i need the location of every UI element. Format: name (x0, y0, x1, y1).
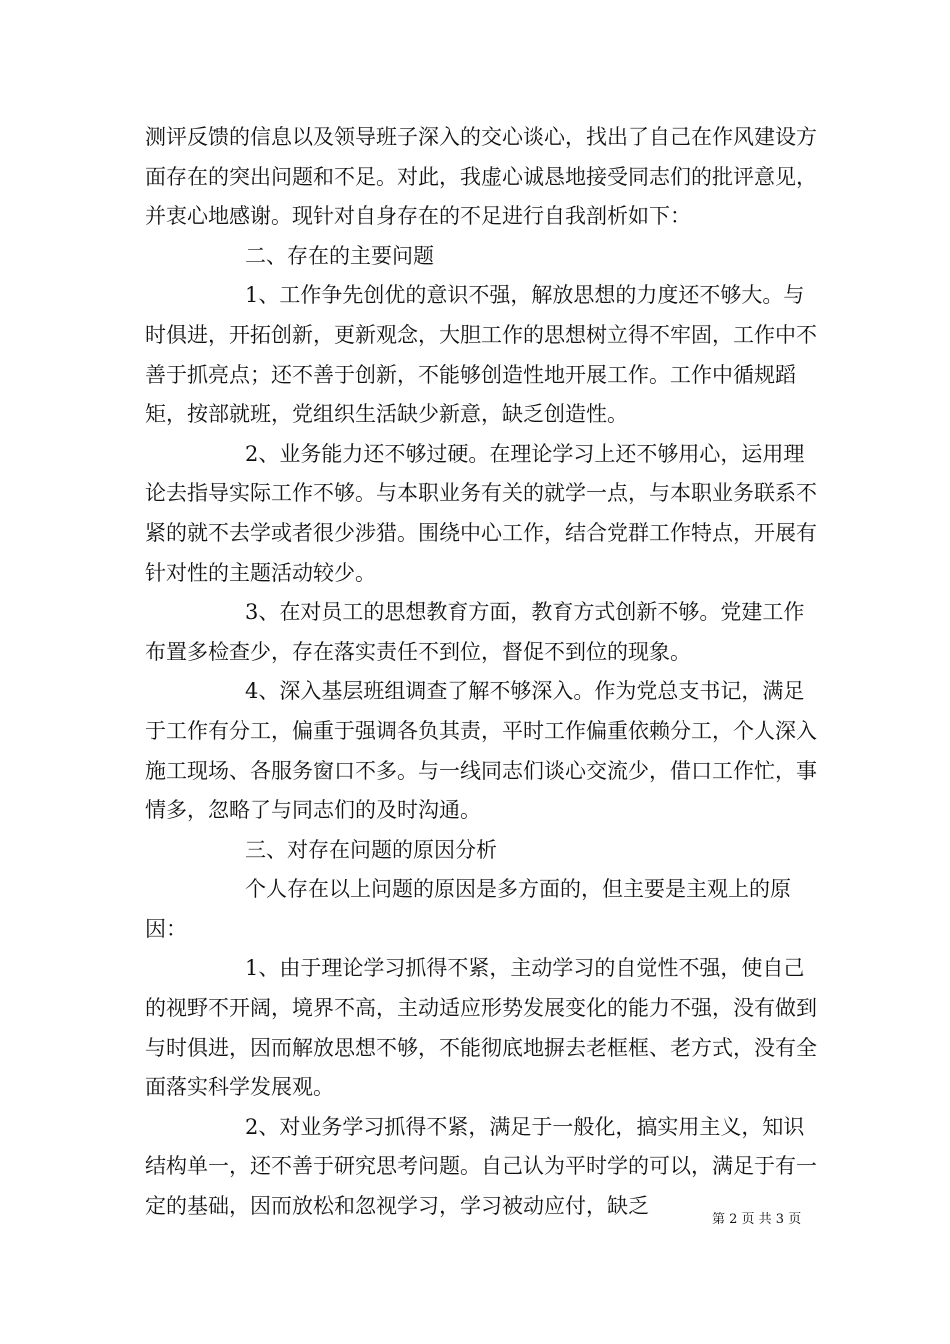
paragraph-problem-4: 4、深入基层班组调查了解不够深入。作为党总支书记，满足于工作有分工，偏重于强调各负其责，平时工作偏重依赖分工，个人深入施工现场、各服务窗口不多。与一线同志们谈心交流少，借口工作忙，事情多，忽略了与同志们的及时沟通。 (145, 679, 817, 823)
paragraph-cause-1: 1、由于理论学习抓得不紧，主动学习的自觉性不强，使自己的视野不开阔，境界不高，主动适应形势发展变化的能力不强，没有做到与时俱进，因而解放思想不够，不能彻底地摒去老框框、老方式，没有全面落实科学发展观。 (145, 956, 817, 1100)
document-body (145, 118, 825, 1227)
paragraph-cause-intro: 个人存在以上问题的原因是多方面的，但主要是主观上的原因： (145, 877, 791, 941)
paragraph-problem-3: 3、在对员工的思想教育方面，教育方式创新不够。党建工作布置多检查少，存在落实责任不到位，督促不到位的现象。 (145, 600, 805, 664)
section-heading-cause-analysis: 三、对存在问题的原因分析 (245, 837, 497, 862)
paragraph-problem-1: 1、工作争先创优的意识不强，解放思想的力度还不够大。与时俱进，开拓创新，更新观念，大胆工作的思想树立得不牢固，工作中不善于抓亮点；还不善于创新，不能够创造性地开展工作。工作中循规蹈矩，按部就班，党组织生活缺少新意，缺乏创造性。 (145, 283, 817, 427)
paragraph-cause-2: 2、对业务学习抓得不紧，满足于一般化，搞实用主义，知识结构单一，还不善于研究思考问题。自己认为平时学的可以，满足于有一定的基础，因而放松和忽视学习，学习被动应付，缺乏 (145, 1114, 817, 1219)
page-number-footer: 第 2 页 共 3 页 (712, 1212, 802, 1227)
paragraph-problem-2: 2、业务能力还不够过硬。在理论学习上还不够用心，运用理论去指导实际工作不够。与本职业务有关的就学一点，与本职业务联系不紧的就不去学或者很少涉猎。围绕中心工作，结合党群工作特点，开展有针对性的主题活动较少。 (145, 441, 817, 585)
section-heading-main-problems: 二、存在的主要问题 (245, 243, 434, 268)
paragraph-intro-continued: 测评反馈的信息以及领导班子深入的交心谈心，找出了自己在作风建设方面存在的突出问题和不足。对此，我虚心诚恳地接受同志们的批评意见，并衷心地感谢。现针对自身存在的不足进行自我剖析如下： (145, 125, 817, 229)
